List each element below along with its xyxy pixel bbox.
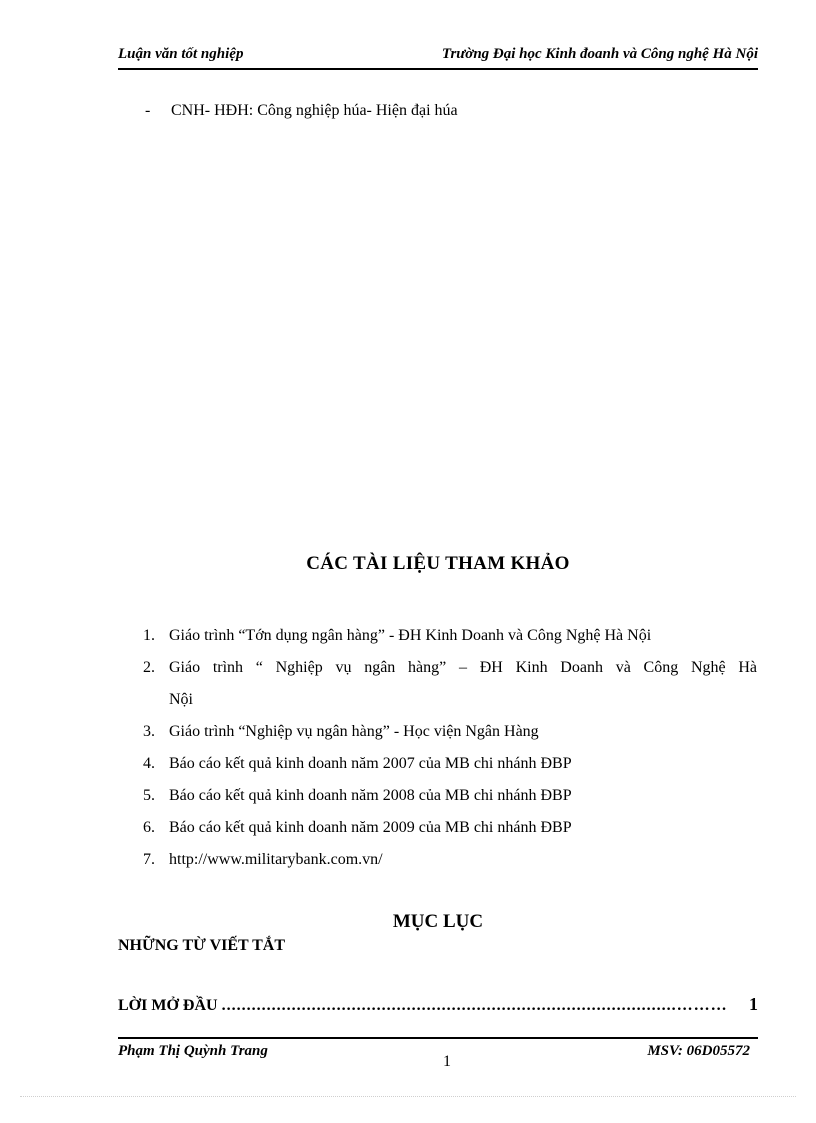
toc-title: MỤC LỤC [392,911,484,932]
reference-text: Giáo trình “Nghiệp vụ ngân hàng” - Học viện Ngân Hàng [169,723,539,740]
reference-text-continuation: Nội [169,691,193,708]
reference-number: 3. [143,723,155,740]
toc-abbreviations-heading: NHỮNG TỪ VIẾT TẮT [118,937,286,954]
reference-text: Báo cáo kết quả kinh doanh năm 2007 của MB chi nhánh ĐBP [169,755,572,772]
reference-number: 2. [143,659,155,676]
reference-item [143,780,757,812]
reference-number: 1. [143,627,155,644]
page-bottom-edge [20,1096,796,1097]
reference-item [143,652,757,716]
page-header [118,44,758,70]
references-list [143,620,757,876]
reference-item [143,748,757,780]
reference-item [143,844,757,876]
abbreviation-dash: - [145,102,151,119]
reference-item [143,716,757,748]
reference-number: 4. [143,755,155,772]
header-left-text: Luận văn tốt nghiệp [118,46,244,62]
footer-student-id: MSV: 06D05572 [647,1043,750,1059]
reference-number: 6. [143,819,155,836]
reference-text: Báo cáo kết quả kinh doanh năm 2009 của MB chi nhánh ĐBP [169,819,572,836]
reference-number: 7. [143,851,155,868]
reference-number: 5. [143,787,155,804]
toc-entry[interactable] [118,994,758,1016]
footer-author: Phạm Thị Quỳnh Trang [118,1043,268,1059]
toc-entry-label: LỜI MỞ ĐẦU [118,997,218,1014]
abbreviation-text: CNH- HĐH: Công nghiệp húa- Hiện đại húa [171,102,458,119]
toc-entry-leader: ...........................................................................................……… [221,997,728,1014]
reference-item [143,812,757,844]
reference-item [143,620,757,652]
reference-text: Giáo trình “ Nghiệp vụ ngân hàng” – ĐH Kinh Doanh và Công Nghệ Hà [169,659,757,676]
reference-link[interactable]: http://www.militarybank.com.vn/ [169,851,383,868]
reference-text: Báo cáo kết quả kinh doanh năm 2008 của MB chi nhánh ĐBP [169,787,572,804]
abbreviation-line [145,102,458,120]
references-title: CÁC TÀI LIỆU THAM KHẢO [306,553,570,574]
reference-text: Giáo trình “Tớn dụng ngân hàng” - ĐH Kinh Doanh và Công Nghệ Hà Nội [169,627,652,644]
toc-entry-page: 1 [749,994,758,1014]
page-number: 1 [443,1053,451,1070]
footer-rule [118,1037,758,1039]
header-right-text: Trường Đại học Kinh đoanh và Công nghệ Hà Nội [441,46,758,62]
